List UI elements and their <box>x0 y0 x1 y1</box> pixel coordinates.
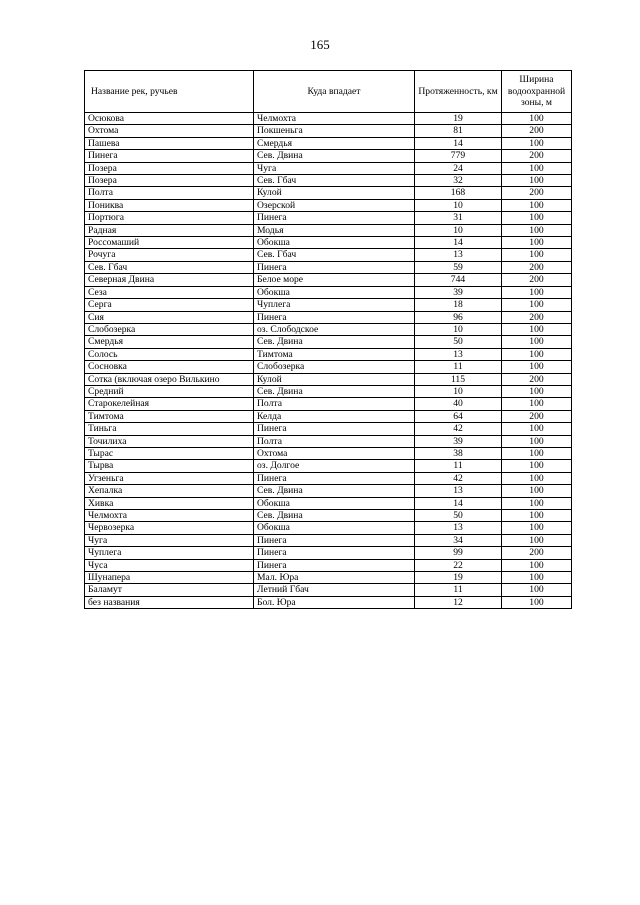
river-name-cell: Хепалка <box>85 485 254 497</box>
river-name-cell: Червозерка <box>85 522 254 534</box>
table-row <box>85 596 572 608</box>
table-row <box>85 410 572 422</box>
length-cell: 14 <box>415 137 502 149</box>
length-cell: 11 <box>415 460 502 472</box>
zone-width-cell: 200 <box>502 311 572 323</box>
length-cell: 10 <box>415 323 502 335</box>
table-row <box>85 113 572 125</box>
zone-width-cell: 100 <box>502 435 572 447</box>
zone-width-cell: 100 <box>502 361 572 373</box>
outflow-cell: Пинега <box>254 559 415 571</box>
river-name-cell: Шунапера <box>85 572 254 584</box>
length-cell: 14 <box>415 237 502 249</box>
outflow-cell: Обокша <box>254 286 415 298</box>
length-cell: 81 <box>415 125 502 137</box>
zone-width-cell: 100 <box>502 572 572 584</box>
river-name-cell: Чуга <box>85 534 254 546</box>
river-name-cell: Тиньга <box>85 423 254 435</box>
zone-width-cell: 100 <box>502 423 572 435</box>
table-row <box>85 261 572 273</box>
outflow-cell: Охтома <box>254 447 415 459</box>
table-row <box>85 559 572 571</box>
length-cell: 13 <box>415 249 502 261</box>
zone-width-cell: 200 <box>502 373 572 385</box>
table-row <box>85 299 572 311</box>
length-cell: 11 <box>415 584 502 596</box>
length-cell: 24 <box>415 162 502 174</box>
outflow-cell: Летний Гбач <box>254 584 415 596</box>
river-name-cell: Пинега <box>85 150 254 162</box>
zone-width-cell: 100 <box>502 299 572 311</box>
length-cell: 168 <box>415 187 502 199</box>
table-row <box>85 460 572 472</box>
river-name-cell: Рочуга <box>85 249 254 261</box>
river-name-cell: Чуса <box>85 559 254 571</box>
zone-width-cell: 100 <box>502 447 572 459</box>
outflow-cell: Пинега <box>254 212 415 224</box>
outflow-cell: Келда <box>254 410 415 422</box>
outflow-cell: Обокша <box>254 497 415 509</box>
outflow-cell: Слобозерка <box>254 361 415 373</box>
length-cell: 38 <box>415 447 502 459</box>
length-cell: 13 <box>415 485 502 497</box>
table-row <box>85 485 572 497</box>
outflow-cell: Пинега <box>254 261 415 273</box>
zone-width-cell: 100 <box>502 398 572 410</box>
length-cell: 779 <box>415 150 502 162</box>
river-name-cell: Тырас <box>85 447 254 459</box>
river-name-cell: Портюга <box>85 212 254 224</box>
length-cell: 32 <box>415 175 502 187</box>
length-cell: 59 <box>415 261 502 273</box>
table-row <box>85 125 572 137</box>
length-cell: 10 <box>415 224 502 236</box>
zone-width-cell: 100 <box>502 460 572 472</box>
outflow-cell: Чуга <box>254 162 415 174</box>
zone-width-cell: 100 <box>502 175 572 187</box>
table-row <box>85 286 572 298</box>
outflow-cell: Бол. Юра <box>254 596 415 608</box>
outflow-cell: Модья <box>254 224 415 236</box>
river-name-cell: Охтома <box>85 125 254 137</box>
zone-width-cell: 100 <box>502 385 572 397</box>
river-name-cell: Сеза <box>85 286 254 298</box>
table-row <box>85 547 572 559</box>
length-cell: 31 <box>415 212 502 224</box>
table-row <box>85 162 572 174</box>
zone-width-cell: 100 <box>502 286 572 298</box>
length-cell: 10 <box>415 385 502 397</box>
table-row <box>85 212 572 224</box>
table-row <box>85 373 572 385</box>
outflow-cell: Кулой <box>254 187 415 199</box>
outflow-cell: Тимтома <box>254 348 415 360</box>
table-row <box>85 274 572 286</box>
length-cell: 18 <box>415 299 502 311</box>
length-cell: 13 <box>415 348 502 360</box>
outflow-cell: Сев. Двина <box>254 485 415 497</box>
outflow-cell: Сев. Двина <box>254 510 415 522</box>
outflow-cell: Пинега <box>254 534 415 546</box>
table-header <box>85 71 572 113</box>
zone-width-cell: 100 <box>502 323 572 335</box>
outflow-cell: Сев. Двина <box>254 385 415 397</box>
length-cell: 19 <box>415 572 502 584</box>
length-cell: 50 <box>415 336 502 348</box>
table-row <box>85 237 572 249</box>
zone-width-cell: 100 <box>502 199 572 211</box>
zone-width-cell: 100 <box>502 249 572 261</box>
length-cell: 96 <box>415 311 502 323</box>
zone-width-cell: 100 <box>502 162 572 174</box>
zone-width-cell: 200 <box>502 547 572 559</box>
table-row <box>85 199 572 211</box>
outflow-cell: Покшеньга <box>254 125 415 137</box>
river-name-cell: Сев. Гбач <box>85 261 254 273</box>
outflow-cell: Полта <box>254 435 415 447</box>
river-name-cell: Позера <box>85 175 254 187</box>
length-cell: 42 <box>415 423 502 435</box>
zone-width-cell: 100 <box>502 497 572 509</box>
table-row <box>85 472 572 484</box>
table-row <box>85 348 572 360</box>
length-cell: 12 <box>415 596 502 608</box>
rivers-table <box>84 70 572 609</box>
river-name-cell: Средний <box>85 385 254 397</box>
page-number: 165 <box>310 37 330 52</box>
header-length: Протяженность, км <box>415 71 502 113</box>
outflow-cell: Пинега <box>254 472 415 484</box>
river-name-cell: Серга <box>85 299 254 311</box>
outflow-cell: Обокша <box>254 237 415 249</box>
table-row <box>85 534 572 546</box>
outflow-cell: Белое море <box>254 274 415 286</box>
table-row <box>85 175 572 187</box>
table-row <box>85 311 572 323</box>
outflow-cell: Челмохта <box>254 113 415 125</box>
table-row <box>85 336 572 348</box>
zone-width-cell: 100 <box>502 348 572 360</box>
zone-width-cell: 200 <box>502 187 572 199</box>
zone-width-cell: 100 <box>502 584 572 596</box>
river-name-cell: Позера <box>85 162 254 174</box>
river-name-cell: Смердья <box>85 336 254 348</box>
river-name-cell: Точилиха <box>85 435 254 447</box>
river-name-cell: Тырва <box>85 460 254 472</box>
outflow-cell: Мал. Юра <box>254 572 415 584</box>
river-name-cell: Слобозерка <box>85 323 254 335</box>
river-name-cell: Тимтома <box>85 410 254 422</box>
river-name-cell: Пашева <box>85 137 254 149</box>
table-row <box>85 572 572 584</box>
river-name-cell: Челмохта <box>85 510 254 522</box>
table-row <box>85 497 572 509</box>
outflow-cell: Смердья <box>254 137 415 149</box>
river-name-cell: Пониква <box>85 199 254 211</box>
river-name-cell: Хивка <box>85 497 254 509</box>
river-name-cell: Солось <box>85 348 254 360</box>
river-name-cell: Угзеньга <box>85 472 254 484</box>
zone-width-cell: 200 <box>502 150 572 162</box>
length-cell: 19 <box>415 113 502 125</box>
length-cell: 39 <box>415 286 502 298</box>
header-zone-width: Ширина водоохранной зоны, м <box>502 71 572 113</box>
table-row <box>85 385 572 397</box>
outflow-cell: Сев. Гбач <box>254 175 415 187</box>
river-name-cell: Сосновка <box>85 361 254 373</box>
zone-width-cell: 200 <box>502 261 572 273</box>
table-row <box>85 137 572 149</box>
length-cell: 50 <box>415 510 502 522</box>
header-row <box>85 71 572 113</box>
outflow-cell: Кулой <box>254 373 415 385</box>
zone-width-cell: 100 <box>502 522 572 534</box>
table-body <box>85 113 572 609</box>
table-row <box>85 361 572 373</box>
river-name-cell: Полта <box>85 187 254 199</box>
outflow-cell: Пинега <box>254 547 415 559</box>
zone-width-cell: 100 <box>502 212 572 224</box>
zone-width-cell: 100 <box>502 559 572 571</box>
zone-width-cell: 100 <box>502 113 572 125</box>
zone-width-cell: 100 <box>502 137 572 149</box>
river-name-cell: Сотка (включая озеро Вилькино <box>85 373 254 385</box>
table-row <box>85 150 572 162</box>
table-row <box>85 435 572 447</box>
table-row <box>85 323 572 335</box>
table-row <box>85 249 572 261</box>
river-name-cell: Россомаший <box>85 237 254 249</box>
river-name-cell: Старокелейная <box>85 398 254 410</box>
outflow-cell: Озерской <box>254 199 415 211</box>
river-name-cell: Чуплега <box>85 547 254 559</box>
outflow-cell: Обокша <box>254 522 415 534</box>
outflow-cell: оз. Слободское <box>254 323 415 335</box>
zone-width-cell: 100 <box>502 534 572 546</box>
zone-width-cell: 200 <box>502 125 572 137</box>
outflow-cell: Чуплега <box>254 299 415 311</box>
length-cell: 115 <box>415 373 502 385</box>
zone-width-cell: 200 <box>502 274 572 286</box>
river-name-cell: без названия <box>85 596 254 608</box>
table-row <box>85 522 572 534</box>
outflow-cell: Сев. Двина <box>254 150 415 162</box>
table-row <box>85 584 572 596</box>
outflow-cell: Сев. Гбач <box>254 249 415 261</box>
length-cell: 13 <box>415 522 502 534</box>
length-cell: 39 <box>415 435 502 447</box>
outflow-cell: Сев. Двина <box>254 336 415 348</box>
length-cell: 64 <box>415 410 502 422</box>
length-cell: 99 <box>415 547 502 559</box>
river-name-cell: Северная Двина <box>85 274 254 286</box>
table-row <box>85 398 572 410</box>
length-cell: 40 <box>415 398 502 410</box>
river-name-cell: Радная <box>85 224 254 236</box>
table-row <box>85 224 572 236</box>
outflow-cell: Пинега <box>254 311 415 323</box>
length-cell: 34 <box>415 534 502 546</box>
outflow-cell: Пинега <box>254 423 415 435</box>
table-row <box>85 447 572 459</box>
zone-width-cell: 200 <box>502 410 572 422</box>
zone-width-cell: 100 <box>502 510 572 522</box>
river-name-cell: Баламут <box>85 584 254 596</box>
header-outflow: Куда впадает <box>254 71 415 113</box>
length-cell: 10 <box>415 199 502 211</box>
zone-width-cell: 100 <box>502 472 572 484</box>
header-river-name: Название рек, ручьев <box>85 71 254 113</box>
outflow-cell: оз. Долгое <box>254 460 415 472</box>
outflow-cell: Полта <box>254 398 415 410</box>
zone-width-cell: 100 <box>502 485 572 497</box>
table-row <box>85 187 572 199</box>
river-name-cell: Осюкова <box>85 113 254 125</box>
zone-width-cell: 100 <box>502 224 572 236</box>
table-row <box>85 423 572 435</box>
table-row <box>85 510 572 522</box>
zone-width-cell: 100 <box>502 596 572 608</box>
length-cell: 42 <box>415 472 502 484</box>
length-cell: 14 <box>415 497 502 509</box>
zone-width-cell: 100 <box>502 336 572 348</box>
length-cell: 744 <box>415 274 502 286</box>
length-cell: 11 <box>415 361 502 373</box>
river-name-cell: Сия <box>85 311 254 323</box>
zone-width-cell: 100 <box>502 237 572 249</box>
length-cell: 22 <box>415 559 502 571</box>
